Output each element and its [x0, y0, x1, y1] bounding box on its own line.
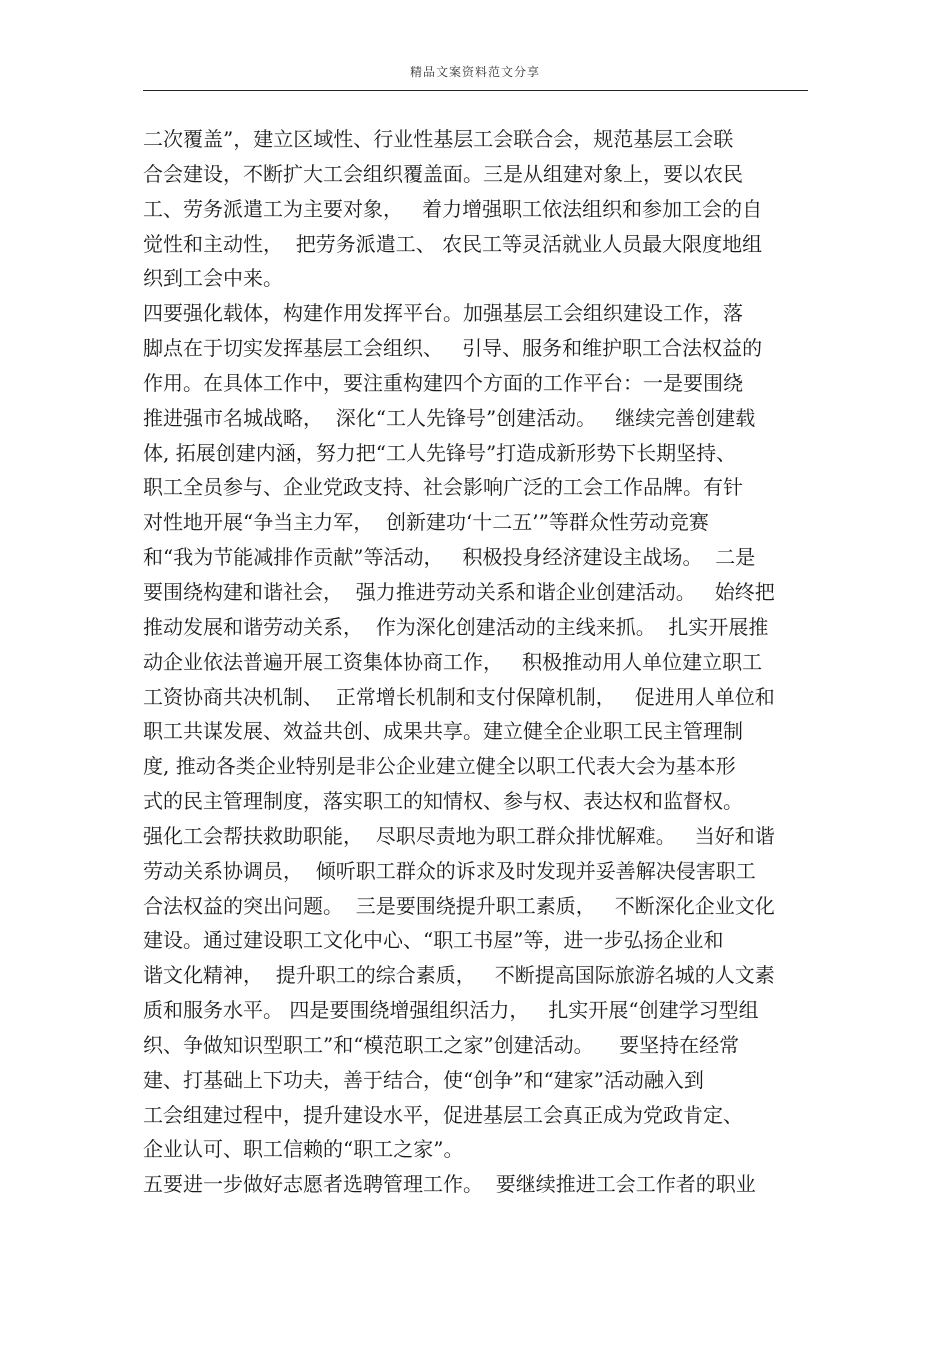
text-line: 织、争做知识型职工”和“模范职工之家”创建活动。 要坚持在经常 [143, 1032, 740, 1057]
text-line: 建设。通过建设职工文化中心、“职工书屋”等，进一步弘扬企业和 [143, 928, 724, 953]
text-line: 式的民主管理制度，落实职工的知情权、参与权、表达权和监督权。 [143, 789, 743, 814]
text-line: 脚点在于切实发挥基层工会组织、 引导、服务和维护职工合法权益的 [143, 336, 763, 361]
text-line: 体, 拓展创建内涵，努力把“工人先锋号”打造成新形势下长期坚持、 [143, 440, 737, 465]
text-line: 工、劳务派遣工为主要对象， 着力增强职工依法组织和参加工会的自 [143, 196, 763, 221]
text-line: 质和服务水平。 四是要围绕增强组织活力， 扎实开展“创建学习型组 [143, 998, 759, 1023]
text-line: 要围绕构建和谐社会， 强力推进劳动关系和谐企业创建活动。 始终把 [143, 579, 775, 604]
text-line: 动企业依法普遍开展工资集体协商工作， 积极推动用人单位建立职工 [143, 649, 763, 674]
text-line: 谐文化精神， 提升职工的综合素质， 不断提高国际旅游名城的人文素 [143, 963, 775, 988]
text-line: 工资协商共决机制、 正常增长机制和支付保障机制， 促进用人单位和 [143, 684, 775, 709]
text-line: 职工共谋发展、效益共创、成果共享。建立健全企业职工民主管理制 [143, 719, 743, 744]
text-line: 企业认可、职工信赖的“职工之家”。 [143, 1137, 464, 1162]
text-line: 作用。在具体工作中，要注重构建四个方面的工作平台：一是要围绕 [143, 370, 743, 395]
text-line: 合会建设，不断扩大工会组织覆盖面。三是从组建对象上，要以农民 [143, 161, 743, 186]
text-line: 合法权益的突出问题。 三是要围绕提升职工素质， 不断深化企业文化 [143, 893, 775, 918]
text-line: 织到工会中来。 [143, 266, 283, 291]
document-body [143, 122, 823, 1202]
text-line: 职工全员参与、企业党政支持、社会影响广泛的工会工作品牌。有针 [143, 475, 743, 500]
text-line: 觉性和主动性， 把劳务派遣工、 农民工等灵活就业人员最大限度地组 [143, 231, 763, 256]
text-line: 对性地开展“争当主力军， 创新建功‘十二五’”等群众性劳动竞赛 [143, 510, 709, 535]
text-line: 度, 推动各类企业特别是非公企业建立健全以职工代表大会为基本形 [143, 754, 736, 779]
text-line: 二次覆盖”，建立区域性、行业性基层工会联合会，规范基层工会联 [143, 127, 734, 151]
text-line: 推进强市名城战略， 深化“工人先锋号”创建活动。 继续完善创建载 [143, 405, 756, 430]
text-line: 劳动关系协调员， 倾听职工群众的诉求及时发现并妥善解决侵害职工 [143, 858, 756, 883]
header-divider [143, 90, 808, 91]
text-line: 四要强化载体，构建作用发挥平台。加强基层工会组织建设工作，落 [143, 301, 743, 326]
page-header-title: 精品文案资料范文分享 [409, 65, 540, 79]
text-line: 强化工会帮扶救助职能， 尽职尽责地为职工群众排忧解难。 当好和谐 [143, 823, 775, 848]
text-line: 工会组建过程中，提升建设水平，促进基层工会真正成为党政肯定、 [143, 1102, 743, 1127]
text-line: 和“我为节能减排作贡献”等活动， 积极投身经济建设主战场。 二是 [143, 545, 756, 570]
text-line: 建、打基础上下功夫，善于结合，使“创争”和“建家”活动融入到 [143, 1067, 704, 1092]
text-line: 五要进一步做好志愿者选聘管理工作。 要继续推进工会工作者的职业 [143, 1172, 756, 1197]
text-line: 推动发展和谐劳动关系， 作为深化创建活动的主线来抓。 扎实开展推 [143, 614, 769, 639]
